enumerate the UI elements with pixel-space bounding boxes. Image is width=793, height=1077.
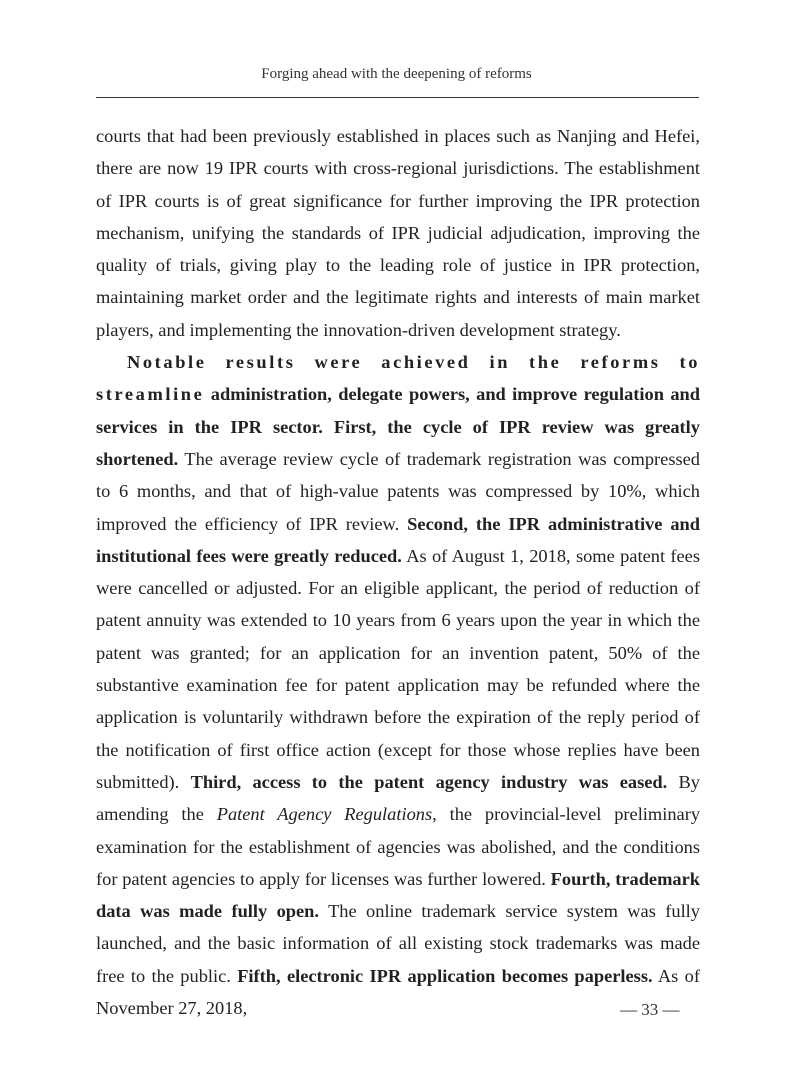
bold-phrase-3: Third, access to the patent agency industry was eased. [190,771,668,792]
bold-phrase-1: administration, delegate powers, and improve regulation and services in the IPR sector. First, the cycle of IPR review was greatly shortened. [96,384,700,469]
bold-phrase-4: Fourth, trademark data was made fully open. [96,868,700,922]
text-run-4: The online trademark service system was fully launched, and the basic information of all existing stock trademarks was made free to the public. [96,901,700,986]
header-rule [96,97,699,98]
text-run-3a: By amending the [96,771,701,825]
text-run-3b: , the provincial-level preliminary examination for the establishment of agencies was abolished, and the conditions for patent agencies to apply for licenses was further lowered. [96,804,701,889]
paragraph-1: courts that had been previously established in places such as Nanjing and Hefei, there are now 19 IPR courts with cross-regional jurisdictions. The establishment of IPR courts is of great significance for further improving the IPR protection mechanism, unifying the standards of IPR judicial adjudication, improving the quality of trials, giving play to the leading role of justice in IPR protection, maintaining market order and the legitimate rights and interests of main market players, and implementing the innovation-driven development strategy. [96,126,700,340]
running-head: Forging ahead with the deepening of reforms [261,66,532,82]
bold-phrase-5: Fifth, electronic IPR application becomes paperless. [237,965,653,986]
text-run-5: As of November 27, 2018, [96,965,700,1019]
body-text [96,120,700,1024]
lead-bold-phrase: Notable results were achieved in the reforms to streamline [96,352,700,405]
bold-phrase-2: Second, the IPR administrative and institutional fees were greatly reduced. [96,513,701,566]
italic-title: Patent Agency Regulations [216,804,433,825]
text-run-2: As of August 1, 2018, some patent fees were cancelled or adjusted. For an eligible applicant, the period of reduction of patent annuity was extended to 10 years from 6 years upon the year in which the patent was granted; for an application for an invention patent, 50% of the substantive examination fee for patent application may be refunded where the application is voluntarily withdrawn before the expiration of the reply period of the notification of first office action (except for those whose replies have been submitted). [96,545,700,792]
text-run-1: The average review cycle of trademark registration was compressed to 6 months, and that of high-value patents was compressed by 10%, which improved the efficiency of IPR review. [96,448,700,534]
paragraph-2 [96,346,700,1024]
page-number: — 33 — [620,1000,680,1019]
